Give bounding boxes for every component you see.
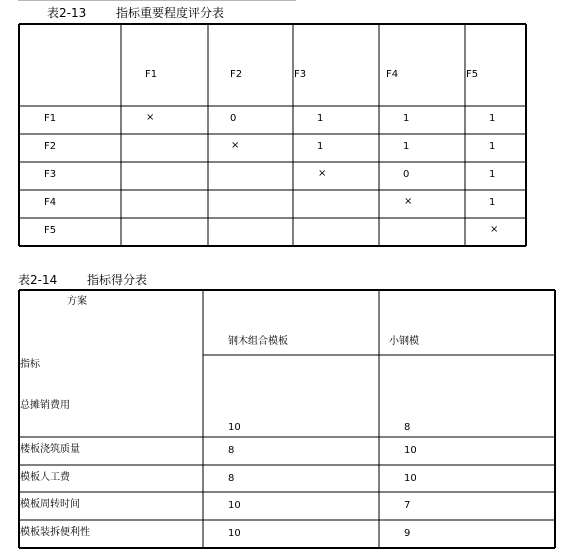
t13-row-label: F2: [44, 141, 57, 152]
t13-col-header-f4: F4: [386, 69, 399, 80]
t13-cell: ×: [490, 224, 499, 235]
t13-col-header-f3: F3: [294, 69, 307, 80]
t13-col-header-f5: F5: [466, 69, 479, 80]
t13-cell: 1: [489, 197, 496, 208]
t14-cell: 7: [404, 500, 411, 511]
t14-cell: 8: [228, 473, 235, 484]
t13-row-label: F4: [44, 197, 57, 208]
t13-cell: 0: [230, 113, 237, 124]
t14-cell: 9: [404, 528, 411, 539]
t13-row-label: F3: [44, 169, 57, 180]
t14-cell: 10: [228, 528, 241, 539]
t14-cell: 10: [228, 422, 241, 433]
t13-cell: 0: [403, 169, 410, 180]
t13-row-label: F1: [44, 113, 57, 124]
t13-cell: ×: [231, 140, 240, 151]
t14-row-label: 楼板浇筑质量: [20, 444, 80, 455]
t14-cell: 8: [228, 445, 235, 456]
t13-cell: 1: [403, 113, 410, 124]
table-2-14-caption-title: 指标得分表: [87, 273, 148, 287]
t14-cell: 10: [404, 445, 417, 456]
t14-cell: 8: [404, 422, 411, 433]
t13-cell: ×: [318, 168, 327, 179]
table-2-13-caption-number: 表2-13: [47, 6, 87, 20]
t13-cell: 1: [489, 141, 496, 152]
t13-cell: ×: [146, 112, 155, 123]
t14-row-label: 模板周转时间: [20, 499, 80, 510]
t13-cell: 1: [403, 141, 410, 152]
t14-corner-scheme-label: 方案: [67, 296, 87, 307]
t13-cell: ×: [404, 196, 413, 207]
t13-cell: 1: [317, 113, 324, 124]
t13-col-header-f1: F1: [145, 69, 158, 80]
t14-row-label: 总摊销费用: [20, 400, 70, 411]
t14-cell: 10: [228, 500, 241, 511]
t13-col-header-f2: F2: [230, 69, 243, 80]
t13-cell: 1: [317, 141, 324, 152]
t14-corner-indicator-label: 指标: [20, 359, 40, 370]
table-2-14-caption-number: 表2-14: [18, 273, 58, 287]
t13-cell: 1: [489, 169, 496, 180]
table-2-13-caption-title: 指标重要程度评分表: [116, 6, 225, 20]
t13-cell: 1: [489, 113, 496, 124]
t14-row-label: 模板人工费: [20, 472, 70, 483]
t14-col-header-small-steel: 小钢模: [389, 336, 419, 347]
t14-cell: 10: [404, 473, 417, 484]
t14-col-header-steel-wood: 钢木组合模板: [228, 336, 288, 347]
t14-row-label: 模板装拆便利性: [20, 527, 90, 538]
t13-row-label: F5: [44, 225, 57, 236]
